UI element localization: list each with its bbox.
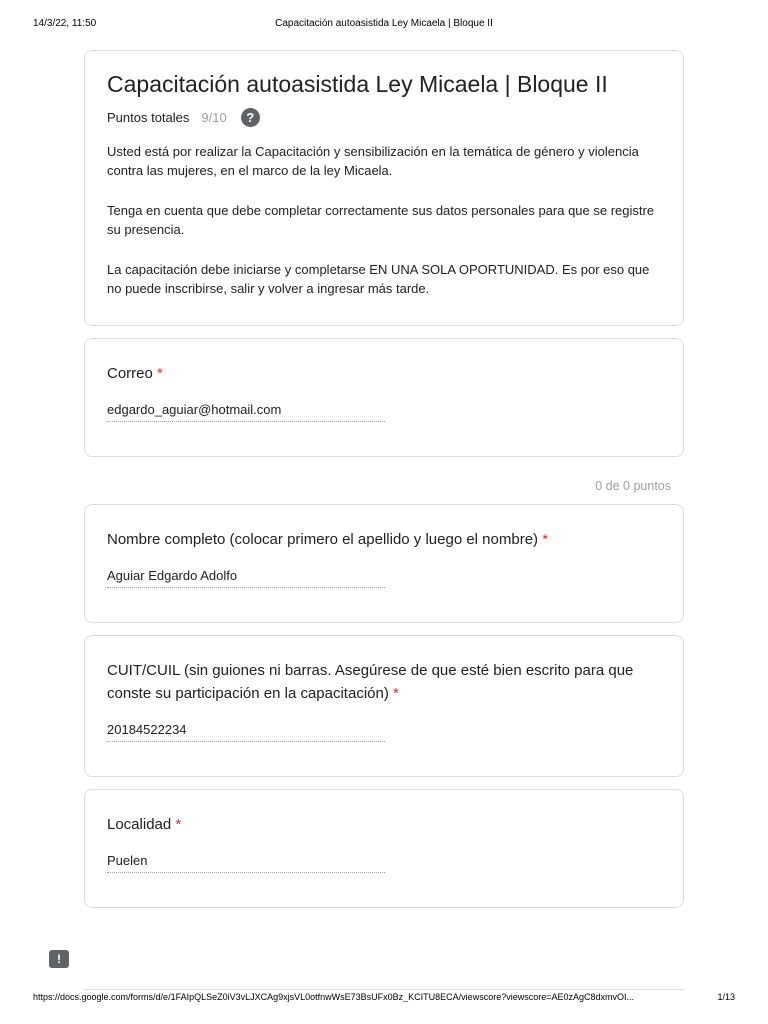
full-name-answer: Aguiar Edgardo Adolfo — [107, 568, 385, 588]
print-title: Capacitación autoasistida Ley Micaela | Bloque II — [275, 18, 493, 29]
locality-answer: Puelen — [107, 853, 385, 873]
help-icon[interactable]: ? — [241, 108, 260, 127]
question-title — [107, 362, 672, 385]
print-date: 14/3/22, 11:50 — [33, 18, 97, 29]
question-label: Correo — [107, 365, 153, 382]
print-page-number: 1/13 — [717, 992, 735, 1002]
print-url: https://docs.google.com/forms/d/e/1FAIpQLSeZ0iV3vLJXCAg9xjsVL0otfnwWsE73BsUFx0Bz_KCITU8ECA/viewscore?viewscore=AE0zAgC8dxmvOI... — [33, 992, 635, 1002]
footer-divider — [84, 989, 684, 990]
total-points-label: Puntos totales — [107, 110, 190, 125]
print-footer — [0, 992, 768, 1006]
question-label: Nombre completo (colocar primero el apellido y luego el nombre) — [107, 531, 539, 548]
print-header — [0, 18, 768, 32]
required-asterisk: * — [175, 816, 182, 833]
section-points-label: 0 de 0 puntos — [595, 479, 671, 493]
form-description-paragraph: Tenga en cuenta que debe completar correctamente sus datos personales para que se registre su presencia. — [107, 203, 655, 237]
form-header-card — [84, 50, 684, 326]
question-label: CUIT/CUIL (sin guiones ni barras. Asegúrese de que esté bien escrito para que conste su participación en la capacitación) — [107, 662, 634, 702]
total-points-row — [107, 108, 260, 127]
question-card-full-name — [84, 504, 684, 623]
form-description-paragraph: La capacitación debe iniciarse y completarse EN UNA SOLA OPORTUNIDAD. Es por eso que no puede inscribirse, salir y volver a ingresar más tarde. — [107, 262, 650, 296]
form-description-paragraph: Usted está por realizar la Capacitación y sensibilización en la temática de género y violencia contra las mujeres, en el marco de la ley Micaela. — [107, 144, 639, 178]
required-asterisk: * — [393, 685, 399, 702]
email-answer: edgardo_aguiar@hotmail.com — [107, 402, 385, 422]
report-feedback-icon[interactable]: ! — [49, 950, 69, 968]
required-asterisk: * — [542, 531, 549, 548]
required-asterisk: * — [157, 365, 163, 382]
question-label: Localidad — [107, 816, 172, 833]
question-card-cuit — [84, 635, 684, 777]
cuit-answer: 20184522234 — [107, 722, 385, 742]
question-card-locality — [84, 789, 684, 908]
question-title — [107, 528, 672, 551]
total-points-value: 9/10 — [201, 110, 227, 125]
question-title — [107, 813, 672, 836]
question-title — [107, 659, 672, 705]
form-title: Capacitación autoasistida Ley Micaela | Bloque II — [107, 71, 608, 97]
question-card-email — [84, 338, 684, 457]
